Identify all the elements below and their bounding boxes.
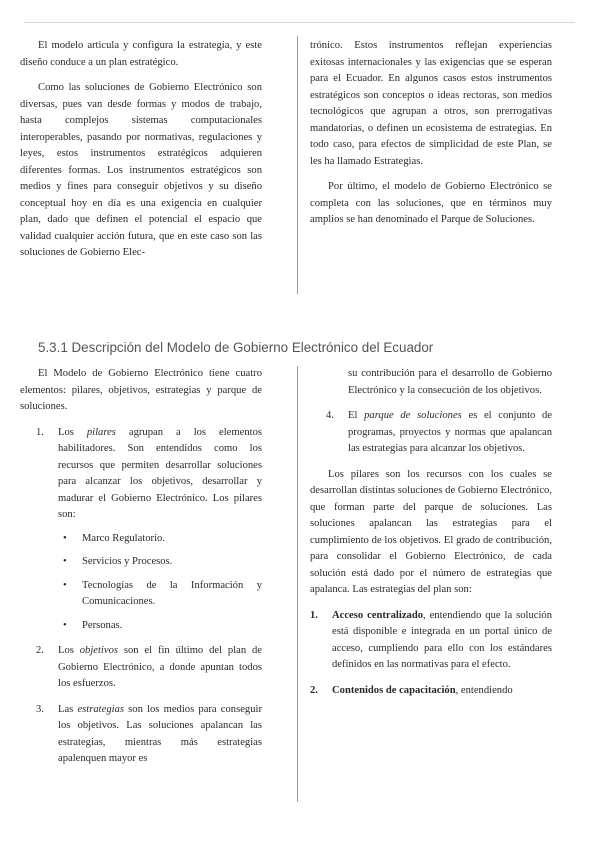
- column-divider: [297, 36, 298, 294]
- strategy-name: Contenidos de capacitación: [332, 684, 456, 696]
- list-item: [20, 425, 262, 524]
- list-item-continuation: su contribución para el desarrollo de Gobierno Electrónico y la consecución de los objetivos.: [348, 368, 552, 396]
- list-number: 1.: [36, 426, 44, 438]
- list-number: 3.: [36, 703, 44, 715]
- bullet-item: [20, 578, 262, 611]
- bottom-right-column: [310, 366, 552, 699]
- item-text: son el fin último del plan de Gobierno Electrónico, a donde apuntan todos los esfuerzos.: [58, 645, 262, 689]
- top-left-column: [20, 38, 262, 262]
- item-text: Los: [58, 645, 80, 656]
- bottom-left-column: [20, 366, 262, 768]
- list-item: [20, 643, 262, 693]
- item-term: objetivos: [79, 645, 118, 656]
- bullet-item: [20, 554, 262, 571]
- bullet-text: Servicios y Procesos.: [82, 556, 173, 567]
- paragraph: Por último, el modelo de Gobierno Electrónico se completa con las soluciones, que en términos muy amplios se han denominado el Parque de Soluciones.: [310, 181, 552, 225]
- column-divider: [297, 366, 298, 802]
- list-number: 2.: [310, 684, 318, 696]
- strategy-name: Acceso centralizado: [332, 609, 424, 621]
- item-term: parque de soluciones: [364, 410, 462, 421]
- bullet-text: Personas.: [82, 619, 123, 631]
- top-right-column: [310, 38, 552, 229]
- bullet-text: Tecnologías de la Información y Comunicaciones.: [82, 579, 262, 607]
- strategy-item: [310, 683, 552, 700]
- bullet-text: Marco Regulatorio.: [82, 532, 165, 544]
- item-text: son los medios para conseguir los objetivos. Las soluciones apalancan las estrategias, mientras más estrategias apalenquen mayor es: [58, 703, 262, 764]
- section-heading: 5.3.1 Descripción del Modelo de Gobierno Electrónico del Ecuador: [38, 340, 434, 355]
- item-term: estrategias: [77, 703, 124, 715]
- bullet-icon: •: [63, 579, 67, 591]
- list-number: 4.: [326, 410, 334, 421]
- item-text: Las: [58, 703, 78, 715]
- item-text: El: [348, 410, 365, 421]
- item-text: , entendiendo que la solución está disponible e integrada en un portal único de acceso, cumpliendo para ello con los estándares definidos en las normativas para el efecto.: [332, 609, 552, 670]
- paragraph: Los pilares son los recursos con los cuales se desarrollan distintas soluciones de Gobierno Electrónico, que forman parte del parque de soluciones. Las soluciones apalancan las estrategias para el cumplimiento de los objetivos. El grado de contribución, para consolidar el Gobierno Electrónico, de cada solución está dado por el número de estrategias que apalanca. Las estrategias del plan son:: [310, 468, 552, 595]
- item-text: , entendiendo: [455, 684, 513, 696]
- bullet-icon: •: [63, 532, 67, 544]
- bullet-item: [20, 618, 262, 635]
- item-text: es el conjunto de programas, proyectos y normas que apalancan las estrategias para alcanzar los objetivos.: [348, 410, 552, 454]
- item-term: pilares: [86, 426, 116, 438]
- item-text: Los: [58, 426, 87, 438]
- item-text: agrupan a los elementos habilitadores. Son entendidos como los recursos que permiten desarrollar soluciones para alcanzar los objetivos, desarrollar y madurar el Gobierno Electrónico. Los pilares son:: [58, 426, 262, 520]
- paragraph: El modelo articula y configura la estrategia, y este diseño conduce a un plan estratégico.: [20, 40, 262, 68]
- bullet-icon: •: [63, 556, 67, 567]
- strategy-item: [310, 608, 552, 674]
- bullet-item: [20, 531, 262, 548]
- list-number: 2.: [36, 645, 44, 656]
- list-number: 1.: [310, 609, 318, 621]
- paragraph: Como las soluciones de Gobierno Electrónico son diversas, pues van desde formas y modos de trabajo, hasta complejos sistemas computacionales interoperables, pasando por normativas, regulaciones y leyes, estos instrumentos estratégicos adquieren diferentes formas. Los instrumentos estratégicos son medios y fines para conseguir objetivos y su diseño conceptual hoy en día es una exigencia en cualquier plan, dado que definen el potencial el espacio que validad cualquier acción futura, que en este caso son las soluciones de Gobierno Elec-: [20, 82, 262, 258]
- header-rule: [24, 22, 575, 23]
- bullet-icon: •: [63, 619, 67, 631]
- list-item: [20, 702, 262, 768]
- paragraph: trónico. Estos instrumentos reflejan experiencias exitosas internacionales y las exigencias que se esperan para el Ecuador. En algunos casos estos instrumentos estratégicos son conceptos o ideas rectoras, son medios tecnológicos que agrupan a otros, son prerrogativas mandatorias, o definen un ecosistema de estrategias. En todo caso, para efectos de simplicidad de este Plan, se les ha llamado Estrategias.: [310, 40, 552, 167]
- paragraph: El Modelo de Gobierno Electrónico tiene cuatro elementos: pilares, objetivos, estrategias y parque de soluciones.: [20, 368, 262, 412]
- list-item: [310, 408, 552, 458]
